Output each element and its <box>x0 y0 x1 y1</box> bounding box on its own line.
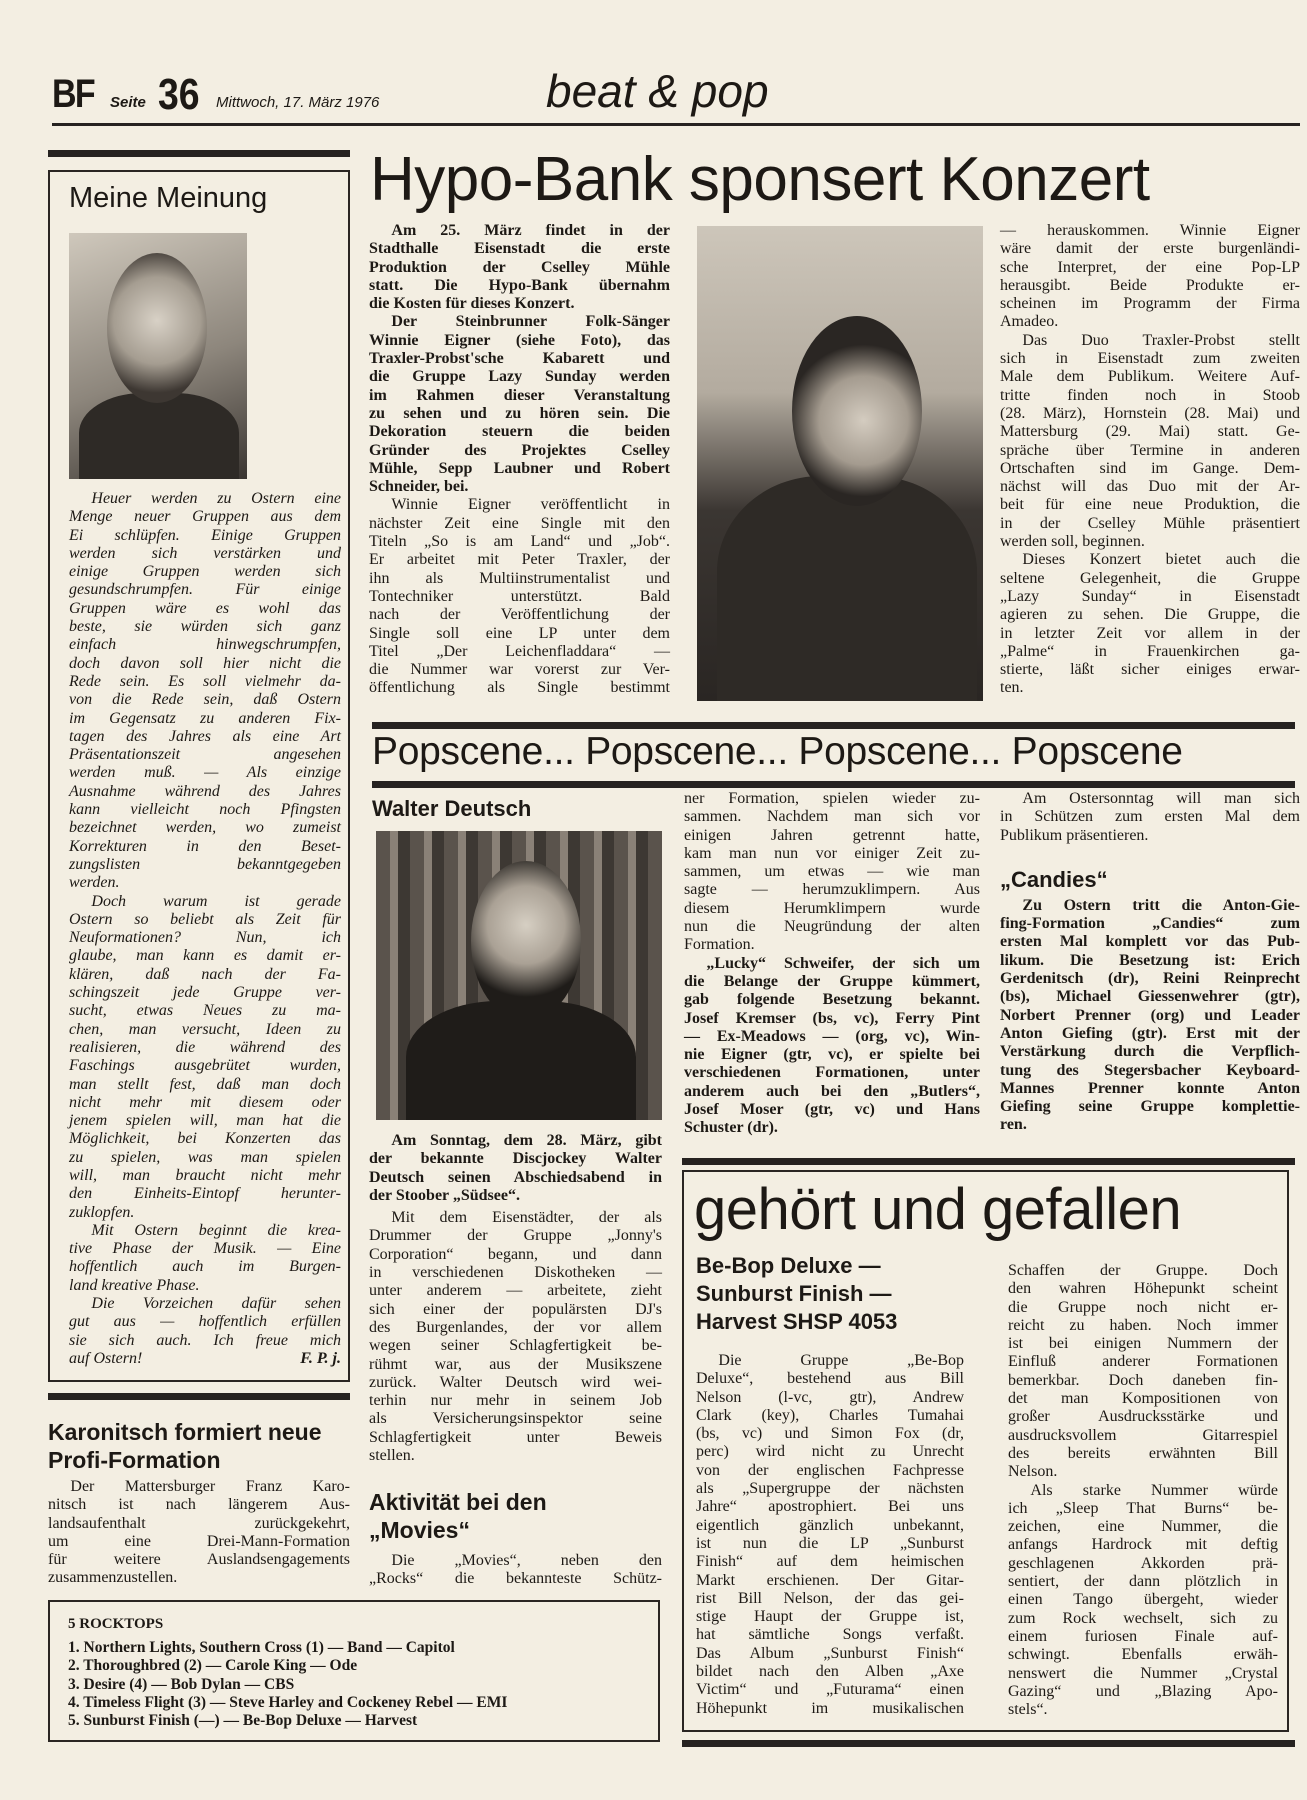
text-line: werden sich verstärken und <box>69 544 341 562</box>
text-line: rist Bill Nelson, der das gei- <box>696 1589 964 1607</box>
text-line: Deluxe“, bestehend aus Bill <box>696 1370 964 1388</box>
text-line: statt. Die Hypo-Bank übernahm <box>369 276 670 294</box>
rocktops-box <box>48 1600 660 1742</box>
text-line: Ei schlüpfen. Einige Gruppen <box>69 526 341 544</box>
text-line: Rede sein. Es soll vielmehr da- <box>69 672 341 690</box>
text-line: Mühle, Sepp Laubner und Robert <box>369 459 670 477</box>
text-line: verschiedenen Formationen, unter <box>684 1064 980 1082</box>
opinion-title: Meine Meinung <box>69 182 268 214</box>
text-line: scheinen im Programm der Firma <box>1000 295 1300 313</box>
text-line: det man Kompositionen von <box>1008 1390 1278 1408</box>
text-line: ihn als Multiinstrumentalist und <box>369 569 670 587</box>
text-line: herausgibt. Beide Produkte er- <box>1000 276 1300 294</box>
rocktops-item: 2. Thoroughbred (2) — Carole King — Ode <box>68 1657 358 1675</box>
text-line: Schlagfertigkeit unter Beweis <box>369 1428 662 1446</box>
text-line: (bs), Michael Giessenwehrer (gtr), <box>1000 988 1300 1006</box>
text-line: zuklopfen. <box>69 1203 135 1221</box>
text-line: Winnie Eigner veröffentlicht in <box>391 496 670 514</box>
paragraph <box>369 1552 662 1589</box>
text-line: Die „Movies“, neben den <box>391 1552 662 1569</box>
text-line: (bs, vc) und Simon Fox (dr, <box>696 1425 964 1443</box>
paragraph <box>1000 897 1300 1135</box>
text-line: spräche über Termine in anderen <box>1000 441 1300 459</box>
text-line: Male dem Publikum. Weitere Auf- <box>1000 368 1300 386</box>
text-line: kam man nun vor einiger Zeit zu- <box>684 844 980 862</box>
text-line: Giefing seine Gruppe komplettie- <box>1000 1098 1300 1116</box>
text-line: sie sich auch. Ich freue mich <box>69 1331 341 1349</box>
section-title: beat & pop <box>546 65 769 117</box>
text-line: Der Mattersburger Franz Karo- <box>70 1478 350 1495</box>
text-line: von die Rede sein, daß Ostern <box>69 691 341 709</box>
text-line: bemerkbar. Doch daneben fin- <box>1008 1371 1278 1389</box>
paragraph <box>1000 222 1300 332</box>
candies-heading: „Candies“ <box>1000 866 1108 892</box>
text-line: Doch warum ist gerade <box>91 892 341 910</box>
text-line: im Gegensatz zu anderen Fix- <box>69 709 341 727</box>
text-line: Ostern so beliebt als Zeit für <box>69 910 341 928</box>
text-line: stellen. <box>369 1447 415 1465</box>
text-line: sagte — herumzuklimpern. Aus <box>684 881 980 899</box>
text-line: Produktion der Cselley Mühle <box>369 258 670 276</box>
photo-face <box>792 316 922 506</box>
masthead-logo: BF <box>52 72 94 116</box>
text-line: von der englischen Fachpresse <box>696 1461 964 1479</box>
paragraph <box>1000 332 1300 552</box>
paragraph <box>369 1209 662 1465</box>
walter-deutsch-photo <box>376 831 662 1120</box>
text-line: Verstärkung durch die Verpflich- <box>1000 1043 1300 1061</box>
text-line: Zu Ostern tritt die Anton-Gie- <box>1022 896 1300 914</box>
text-line: Mit Ostern beginnt die krea- <box>91 1221 341 1239</box>
text-line: diesem Herumklimpern wurde <box>684 899 980 917</box>
subhead-line: Sunburst Finish — <box>696 1281 892 1306</box>
text-line: die Kosten für dieses Konzert. <box>369 295 575 313</box>
text-line: einigen Jahren getrennt hatte, <box>684 826 980 844</box>
text-line: land kreative Phase. <box>69 1276 200 1294</box>
text-line: sammen, um etwas — wie man <box>684 863 980 881</box>
text-line: Das Album „Sunburst Finish“ <box>696 1644 964 1662</box>
text-line: des Burgenlandes, der vor allem <box>369 1318 662 1336</box>
text-line: ner Formation, spielen wieder zu- <box>684 790 980 807</box>
photo-face <box>107 253 207 403</box>
text-line: agieren zu sehen. Die Gruppe, die <box>1000 606 1300 624</box>
text-line: beit für eine neue Produktion, die <box>1000 496 1300 514</box>
headline-line: Karonitsch formiert neue <box>48 1419 322 1445</box>
masthead-rule <box>52 123 1300 126</box>
text-line: stige Haupt der Gruppe ist, <box>696 1608 964 1626</box>
opinion-text <box>69 490 341 1368</box>
text-line: nächster Zeit eine Single mit den <box>369 514 670 532</box>
text-line: beste, sie würden sich ganz <box>69 618 341 636</box>
text-line: Am Ostersonntag will man sich <box>1022 790 1300 807</box>
text-line: reicht zu haben. Noch immer <box>1008 1316 1278 1334</box>
text-line: ausdrucksvollem Gitarrespiel <box>1008 1426 1278 1444</box>
text-line: Single soll eine LP unter dem <box>369 624 670 642</box>
text-line: Finish“ auf dem heimischen <box>696 1553 964 1571</box>
text-line: sentiert, der dann plötzlich in <box>1008 1573 1278 1591</box>
text-line: die Gruppe noch nicht er- <box>1008 1298 1278 1316</box>
text-line: hat sämtliche Songs verfaßt. <box>696 1626 964 1644</box>
text-line: werden soll, beginnen. <box>1000 533 1145 551</box>
text-line: Deutsch seinen Abschiedsabend in <box>369 1168 662 1186</box>
text-line: den Einheits-Eintopf herunter- <box>69 1185 341 1203</box>
text-line: doch davon soll hier nicht die <box>69 654 341 672</box>
text-line: Heuer werden zu Ostern eine <box>91 490 341 507</box>
text-line: Formation. <box>684 936 755 954</box>
text-line: zungslisten bekanntgegeben <box>69 855 341 873</box>
text-line: gab folgende Besetzung bekannt. <box>684 991 980 1009</box>
text-line: Korrekturen in den Beset- <box>69 837 341 855</box>
author-photo <box>69 233 247 479</box>
text-line: ist nun die LP „Sunburst <box>696 1534 964 1552</box>
headline-line: Aktivität bei den <box>369 1489 547 1515</box>
text-line: tritte finden noch in Stoob <box>1000 386 1300 404</box>
masthead <box>52 66 1302 120</box>
text-line: Dieses Konzert bietet auch die <box>1022 551 1300 569</box>
rocktops-item: 5. Sunburst Finish (—) — Be-Bop Deluxe — Harvest <box>68 1712 418 1730</box>
text-line: einfach hinwegschrumpfen, <box>69 636 341 654</box>
text-line: Nelson (l-vc, gtr), Andrew <box>696 1388 964 1406</box>
text-line: Winnie Eigner (siehe Foto), das <box>369 331 670 349</box>
text-line: Am 25. März findet in der <box>391 222 670 239</box>
text-line: bezeichnet werden, wo zumeist <box>69 819 341 837</box>
popscene-middle-column <box>684 790 980 1138</box>
review-headline: gehört und gefallen <box>694 1177 1182 1242</box>
text-line: Als starke Nummer würde <box>1030 1481 1278 1499</box>
paragraph <box>1000 790 1300 845</box>
text-line: sche Interpret, der eine Pop-LP <box>1000 258 1300 276</box>
text-line: Mannes Prenner konnte Anton <box>1000 1079 1300 1097</box>
text-line: Er arbeitet mit Peter Traxler, der <box>369 551 670 569</box>
text-line: tive Phase der Musik. — Eine <box>69 1240 341 1258</box>
text-line: Victim“ und „Futurama“ einen <box>696 1681 964 1699</box>
text-line: zurück. Walter Deutsch wird wei- <box>369 1373 662 1391</box>
paragraph <box>696 1352 964 1718</box>
rocktops-title: 5 ROCKTOPS <box>68 1616 164 1632</box>
photo-figure <box>717 476 977 701</box>
text-line: Schuster (dr). <box>684 1119 778 1137</box>
text-line: Die Gruppe „Be-Bop <box>718 1352 964 1369</box>
text-line: nicht mehr mit diesem oder <box>69 1093 341 1111</box>
text-line: Mit dem Eisenstädter, der als <box>391 1209 662 1227</box>
paragraph <box>69 893 341 1222</box>
text-line: zeichen, eine Nummer, die <box>1008 1518 1278 1536</box>
rocktops-list <box>68 1639 658 1730</box>
popscene-right-column <box>1000 790 1300 1135</box>
text-line: sucht, etwas Neues zu ma- <box>69 1002 341 1020</box>
text-line: Höhepunkt im musikalischen <box>696 1699 964 1717</box>
text-line: nun die Neugründung der alten <box>684 918 980 936</box>
paragraph <box>69 1222 341 1295</box>
text-line: Die Vorzeichen dafür sehen <box>91 1295 341 1313</box>
text-line: nach der Veröffentlichung der <box>369 606 670 624</box>
text-line: der Stoober „Südsee“. <box>369 1186 520 1204</box>
text-line: Mattersburg (29. Mai) statt. Ge- <box>1000 423 1300 441</box>
winnie-eigner-photo <box>697 226 983 701</box>
text-line: landsaufenthalt zurückgekehrt, <box>48 1514 350 1532</box>
text-line: Am Sonntag, dem 28. März, gibt <box>391 1132 662 1149</box>
karonitsch-text <box>48 1478 350 1588</box>
text-line: werden muß. — Als einzige <box>69 764 341 782</box>
text-line: für weitere Auslandsengagements <box>48 1551 350 1569</box>
text-line: sammen. Nachdem man sich vor <box>684 808 980 826</box>
review-subhead <box>696 1252 897 1336</box>
paragraph <box>69 490 341 893</box>
text-line: Traxler-Probst'sche Kabarett und <box>369 350 670 368</box>
text-line: in letzter Zeit vor allem in der <box>1000 624 1300 642</box>
walter-deutsch-heading: Walter Deutsch <box>372 796 532 821</box>
text-line: Josef Moser (gtr, vc) und Hans <box>684 1101 980 1119</box>
photo-face <box>471 861 581 1021</box>
text-line: bildet nach den Alben „Axe <box>696 1663 964 1681</box>
text-line: kann vielleicht noch Pfingsten <box>69 801 341 819</box>
text-line: sich in Eisenstadt zum zweiten <box>1000 350 1300 368</box>
text-line: — Ex-Meadows — (org, vc), Win- <box>684 1027 980 1045</box>
text-line: Präsentationszeit angesehen <box>69 746 341 764</box>
text-line: ersten Mal komplett vor das Pub- <box>1000 933 1300 951</box>
text-line: Der Steinbrunner Folk-Sänger <box>391 313 670 331</box>
text-line: Clark (key), Charles Tumahai <box>696 1406 964 1424</box>
text-line: als „Supergruppe der nächsten <box>696 1480 964 1498</box>
text-line: nächst will das Duo mit der Ar- <box>1000 478 1300 496</box>
text-line: glaube, man kann es damit er- <box>69 947 341 965</box>
text-line: Corporation“ begann, und dann <box>369 1245 662 1263</box>
paragraph <box>684 790 980 955</box>
text-line: Gerdenitsch (dr), Reini Reinprecht <box>1000 970 1300 988</box>
photo-figure <box>79 393 239 479</box>
text-line: die Gruppe Lazy Sunday werden <box>369 368 670 386</box>
text-line: tagen des Jahres als eine Art <box>69 727 341 745</box>
text-line: fing-Formation „Candies“ zum <box>1000 915 1300 933</box>
text-line: perc) wird nicht zu Unrecht <box>696 1443 964 1461</box>
text-line: likum. Die Besetzung ist: Erich <box>1000 951 1300 969</box>
review-top-bar <box>682 1158 1295 1165</box>
text-line: der bekannte Discjockey Walter <box>369 1150 662 1168</box>
hypo-headline: Hypo-Bank sponsert Konzert <box>370 145 1150 214</box>
karonitsch-headline <box>48 1418 322 1474</box>
paragraph <box>684 955 980 1138</box>
text-line: schwingt. Ebenfalls erwäh- <box>1008 1646 1278 1664</box>
popscene-bottom-bar <box>372 781 1295 788</box>
text-line: klären, daß nach der Fa- <box>69 965 341 983</box>
text-line: Das Duo Traxler-Probst stellt <box>1022 331 1300 349</box>
text-line: wäre damit der erste burgenländi- <box>1000 240 1300 258</box>
author-signature: F. P. j. <box>300 1349 341 1367</box>
paragraph <box>48 1478 350 1588</box>
text-line: anfangs Hardrock mit deftig <box>1008 1536 1278 1554</box>
text-line: wegen seiner Schlagfertigkeit be- <box>369 1337 662 1355</box>
text-line: schingszeit jede Gruppe ver- <box>69 984 341 1002</box>
text-line: Josef Kremser (bs, vc), Ferry Pint <box>684 1009 980 1027</box>
text-line: rühmt war, aus der Musikszene <box>369 1355 662 1373</box>
paragraph <box>1008 1482 1278 1720</box>
text-line: Ausnahme während des Jahres <box>69 782 341 800</box>
text-line: Schneider, bei. <box>369 478 469 496</box>
text-line: Einfluß anderer Formationen <box>1008 1353 1278 1371</box>
walter-deutsch-text <box>369 1132 662 1465</box>
text-line: auf Ostern! <box>69 1349 143 1367</box>
popscene-banner: Popscene... Popscene... Popscene... Popscene <box>372 730 1183 773</box>
text-line: (28. März), Hornstein (28. Mai) und <box>1000 404 1300 422</box>
text-line: in verschiedenen Diskotheken — <box>369 1264 662 1282</box>
text-line: Titeln „So is am Land“ und „Job“. <box>369 533 670 551</box>
text-line: in der Cselley Mühle präsentiert <box>1000 514 1300 532</box>
text-line: Stadthalle Eisenstadt die erste <box>369 240 670 258</box>
text-line: werden. <box>69 874 120 892</box>
hypo-column-1 <box>369 222 670 698</box>
text-line: Gazing“ und „Blazing Apo- <box>1008 1682 1278 1700</box>
text-line: stierte, läßt sicher einiges erwar- <box>1000 661 1300 679</box>
subhead-line: Harvest SHSP 4053 <box>696 1309 898 1334</box>
paragraph <box>1008 1262 1278 1482</box>
text-line: gesundschrumpfen. Für einige <box>69 581 341 599</box>
text-line: Nelson. <box>1008 1463 1058 1481</box>
page-number: 36 <box>158 70 200 119</box>
text-line: als Versicherungsinspektor seine <box>369 1410 662 1428</box>
rocktops-item: 3. Desire (4) — Bob Dylan — CBS <box>68 1675 295 1693</box>
issue-date: Mittwoch, 17. März 1976 <box>216 94 380 111</box>
text-line: im Rahmen dieser Veranstaltung <box>369 386 670 404</box>
text-line: um eine Drei-Mann-Formation <box>48 1532 350 1550</box>
text-line: Schaffen der Gruppe. Doch <box>1008 1262 1278 1279</box>
text-line: Anton Giefing (gtr). Erst mit der <box>1000 1024 1300 1042</box>
text-line: Möglichkeit, bei Konzerten das <box>69 1130 341 1148</box>
paragraph <box>369 222 670 313</box>
movies-text <box>369 1552 662 1589</box>
text-line: Markt erschienen. Der Gitar- <box>696 1571 964 1589</box>
paragraph <box>369 1132 662 1205</box>
rocktops-item: 1. Northern Lights, Southern Cross (1) — Band — Capitol <box>68 1639 455 1656</box>
text-line: seltene Gelegenheit, die Gruppe <box>1000 569 1300 587</box>
text-line: Neuformationen? Nun, ich <box>69 929 341 947</box>
text-line: Menge neuer Gruppen aus dem <box>69 508 341 526</box>
text-line: eigentlich gänzlich unbekannt, <box>696 1516 964 1534</box>
text-line: man stellt fest, daß man doch <box>69 1075 341 1093</box>
text-line: die Belange der Gruppe kümmert, <box>684 972 980 990</box>
text-line: Gruppen wäre es wohl das <box>69 599 341 617</box>
text-line: will, man braucht nicht mehr <box>69 1166 341 1184</box>
text-line: tung des Stegersbacher Keyboard- <box>1000 1061 1300 1079</box>
text-line: realisieren, die während des <box>69 1038 341 1056</box>
text-line: zu spielen, was man spielen <box>69 1148 341 1166</box>
text-line: „Rocks“ die bekannteste Schütz- <box>369 1570 662 1588</box>
headline-line: „Movies“ <box>369 1517 470 1543</box>
text-line: Gründer des Projektes Cselley <box>369 441 670 459</box>
text-line: einige Gruppen werden sich <box>69 563 341 581</box>
text-line: sich einer der populärsten DJ's <box>369 1300 662 1318</box>
text-line: stels“. <box>1008 1701 1048 1719</box>
review-bottom-bar <box>682 1740 1295 1747</box>
text-line: unter anderem — arbeitete, zieht <box>369 1282 662 1300</box>
review-right-column <box>1008 1262 1278 1719</box>
text-line: Tontechniker unterstützt. Bald <box>369 587 670 605</box>
text-line: chen, man versucht, Ideen zu <box>69 1020 341 1038</box>
text-line: nenswert die Nummer „Crystal <box>1008 1664 1278 1682</box>
paragraph <box>1000 551 1300 697</box>
hypo-column-3 <box>1000 222 1300 698</box>
text-line: terhin nur mehr in seinem Job <box>369 1392 662 1410</box>
text-line: in Schützen zum ersten Mal dem <box>1000 808 1300 826</box>
text-line: „Lucky“ Schweifer, der sich um <box>706 954 980 972</box>
column-divider-bar <box>48 1393 350 1400</box>
text-line: zu sehen und zu hören sein. Die <box>369 404 670 422</box>
text-line: gut aus — hoffentlich erfüllen <box>69 1313 341 1331</box>
text-line: Amadeo. <box>1000 313 1059 331</box>
text-line: Titel „Der Leichenfladdara“ — <box>369 642 670 660</box>
text-line: zum Rock wechselt, sich zu <box>1008 1609 1278 1627</box>
text-line: großer Ausdrucksstärke und <box>1008 1408 1278 1426</box>
review-left-column <box>696 1352 964 1718</box>
text-line: Faschings ausgebrütet wurden, <box>69 1057 341 1075</box>
text-line: jenem spielen will, man hat die <box>69 1112 341 1130</box>
text-line: — herauskommen. Winnie Eigner <box>1000 222 1300 239</box>
subhead-line: Be-Bop Deluxe — <box>696 1253 881 1278</box>
text-line: Ortschaften sind im Gange. Dem- <box>1000 459 1300 477</box>
text-line: einen Tango übergeht, wieder <box>1008 1591 1278 1609</box>
text-line: Drummer der Gruppe „Jonny's <box>369 1227 662 1245</box>
text-line: den wahren Höhepunkt scheint <box>1008 1280 1278 1298</box>
text-line: „Palme“ in Frauenkirchen ga- <box>1000 642 1300 660</box>
text-line: nie Eigner (gtr, vc), er spielte bei <box>684 1046 980 1064</box>
column-divider-bar <box>48 150 350 157</box>
text-line: geschlagenen Akkorden prä- <box>1008 1554 1278 1572</box>
paragraph <box>369 313 670 496</box>
text-line: ist bei einigen Nummern der <box>1008 1335 1278 1353</box>
page-label: Seite <box>110 94 146 111</box>
text-line: anderem auch bei den „Butlers“, <box>684 1082 980 1100</box>
text-line: des bereits erwähnten Bill <box>1008 1444 1278 1462</box>
popscene-top-bar <box>372 722 1295 729</box>
text-line: Jahre“ apostrophiert. Bei uns <box>696 1498 964 1516</box>
text-line: Publikum präsentieren. <box>1000 826 1149 844</box>
text-line: hoffentlich auch im Burgen- <box>69 1258 341 1276</box>
movies-heading <box>369 1488 547 1544</box>
rocktops-item: 4. Timeless Flight (3) — Steve Harley and Cockeney Rebel — EMI <box>68 1693 508 1711</box>
headline-line: Profi-Formation <box>48 1447 221 1473</box>
text-line: zusammenzustellen. <box>48 1569 178 1587</box>
text-line: die Nummer war vorerst zur Ver- <box>369 661 670 679</box>
text-line: einem furiosen Finale auf- <box>1008 1627 1278 1645</box>
text-line: ten. <box>1000 679 1024 697</box>
text-line: nitsch ist nach längerem Aus- <box>48 1496 350 1514</box>
text-line: ich „Sleep That Burns“ be- <box>1008 1499 1278 1517</box>
text-line: Dekoration steuern die beiden <box>369 423 670 441</box>
text-line: „Lazy Sunday“ in Eisenstadt <box>1000 587 1300 605</box>
text-line: ren. <box>1000 1116 1027 1134</box>
text-line: öffentlichung als Single bestimmt <box>369 679 670 697</box>
paragraph <box>369 496 670 697</box>
text-line: Norbert Prenner (org) und Leader <box>1000 1006 1300 1024</box>
